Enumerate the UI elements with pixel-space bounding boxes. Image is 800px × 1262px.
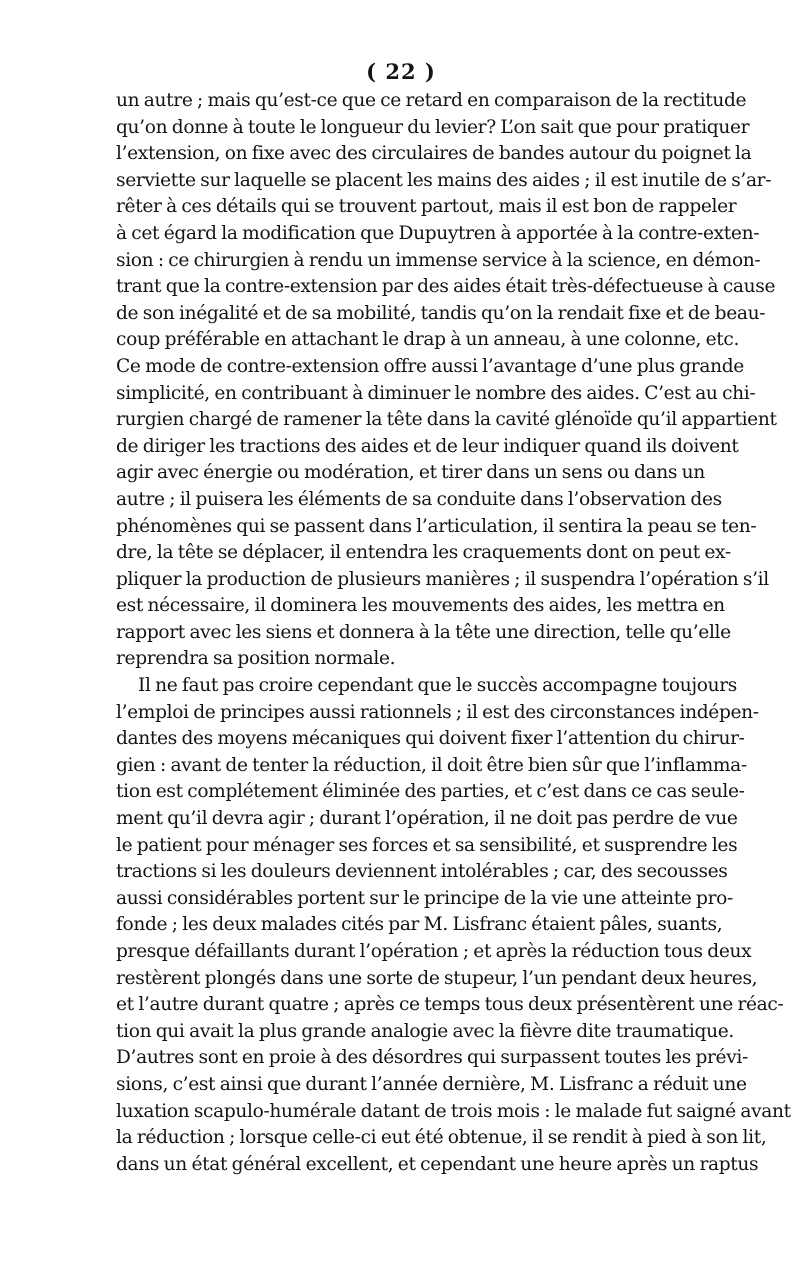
text-line: rapport avec les siens et donnera à la tête une direction, telle qu’elle [116, 621, 731, 643]
text-line: simplicité, en contribuant à diminuer le nombre des aides. C’est au chi- [116, 382, 756, 404]
text-line: à cet égard la modification que Dupuytren à apportée à la contre-exten- [116, 222, 760, 244]
text-line: l’emploi de principes aussi rationnels ; il est des circonstances indépen- [116, 701, 759, 723]
text-line: Il ne faut pas croire cependant que le succès accompagne toujours [138, 675, 737, 697]
text-line: gien : avant de tenter la réduction, il doit être bien sûr que l’inflamma- [116, 754, 747, 776]
text-line: et l’autre durant quatre ; après ce temps tous deux présentèrent une réac- [116, 994, 784, 1016]
text-line: reprendra sa position normale. [116, 648, 396, 670]
text-line: autre ; il puisera les éléments de sa conduite dans l’observation des [116, 488, 722, 510]
text-line: rurgien chargé de ramener la tête dans la cavité glénoïde qu’il appartient [116, 409, 777, 431]
text-line: ment qu’il devra agir ; durant l’opération, il ne doit pas perdre de vue [116, 808, 738, 830]
text-line: D’autres sont en proie à des désordres qui surpassent toutes les prévi- [116, 1047, 748, 1069]
text-line: presque défaillants durant l’opération ; et après la réduction tous deux [116, 941, 752, 962]
text-line: qu’on donne à toute le longueur du levier? L’on sait que pour pratiquer [116, 116, 750, 138]
text-line: Ce mode de contre-extension offre aussi l’avantage d’une plus grande [116, 355, 744, 377]
text-line: la réduction ; lorsque celle-ci eut été obtenue, il se rendit à pied à son lit, [116, 1127, 767, 1149]
text-line: coup préférable en attachant le drap à un anneau, à une colonne, etc. [116, 329, 740, 351]
text-line: l’extension, on fixe avec des circulaires de bandes autour du poignet la [116, 143, 752, 165]
text-line: dantes des moyens mécaniques qui doivent fixer l’attention du chirur- [116, 728, 745, 750]
document-page [116, 58, 791, 1178]
text-line: un autre ; mais qu’est-ce que ce retard en comparaison de la rectitude [116, 90, 747, 111]
text-line: sions, c’est ainsi que durant l’année dernière, M. Lisfranc a réduit une [116, 1073, 747, 1095]
text-line: restèrent plongés dans une sorte de stupeur, l’un pendant deux heures, [116, 967, 758, 989]
paragraph-2 [116, 673, 791, 1178]
text-line: sion : ce chirurgien à rendu un immense service à la science, en démon- [116, 249, 761, 271]
page-number: ( 22 ) [366, 59, 436, 84]
text-line: tion qui avait la plus grande analogie avec la fièvre dite traumatique. [116, 1020, 734, 1042]
body-text [116, 88, 791, 1178]
paragraph-1 [116, 88, 777, 673]
text-line: le patient pour ménager ses forces et sa sensibilité, et susprendre les [116, 834, 738, 856]
text-line: fonde ; les deux malades cités par M. Lisfranc étaient pâles, suants, [116, 914, 723, 936]
text-line: pliquer la production de plusieurs manières ; il suspendra l’opération s’il [116, 568, 769, 590]
text-line: de diriger les tractions des aides et de leur indiquer quand ils doivent [116, 435, 739, 457]
text-line: luxation scapulo-humérale datant de trois mois : le malade fut saigné avant [116, 1100, 791, 1122]
text-line: agir avec énergie ou modération, et tirer dans un sens ou dans un [116, 462, 705, 484]
text-line: de son inégalité et de sa mobilité, tandis qu’on la rendait fixe et de beau- [116, 302, 766, 324]
text-line: est nécessaire, il dominera les mouvements des aides, les mettra en [116, 595, 725, 617]
text-line: dans un état général excellent, et cependant une heure après un raptus [116, 1153, 759, 1175]
text-line: aussi considérables portent sur le principe de la vie une atteinte pro- [116, 887, 733, 909]
text-line: dre, la tête se déplacer, il entendra les craquements dont on peut ex- [116, 542, 731, 564]
text-line: serviette sur laquelle se placent les mains des aides ; il est inutile de s’ar- [116, 169, 772, 191]
text-line: trant que la contre-extension par des aides était très-défectueuse à cause [116, 276, 776, 298]
text-line: tractions si les douleurs deviennent intolérables ; car, des secousses [116, 861, 728, 883]
text-line: phénomènes qui se passent dans l’articulation, il sentira la peau se ten- [116, 515, 757, 537]
text-line: tion est complétement éliminée des parties, et c’est dans ce cas seule- [116, 781, 745, 803]
text-line: rêter à ces détails qui se trouvent partout, mais il est bon de rappeler [116, 196, 737, 218]
